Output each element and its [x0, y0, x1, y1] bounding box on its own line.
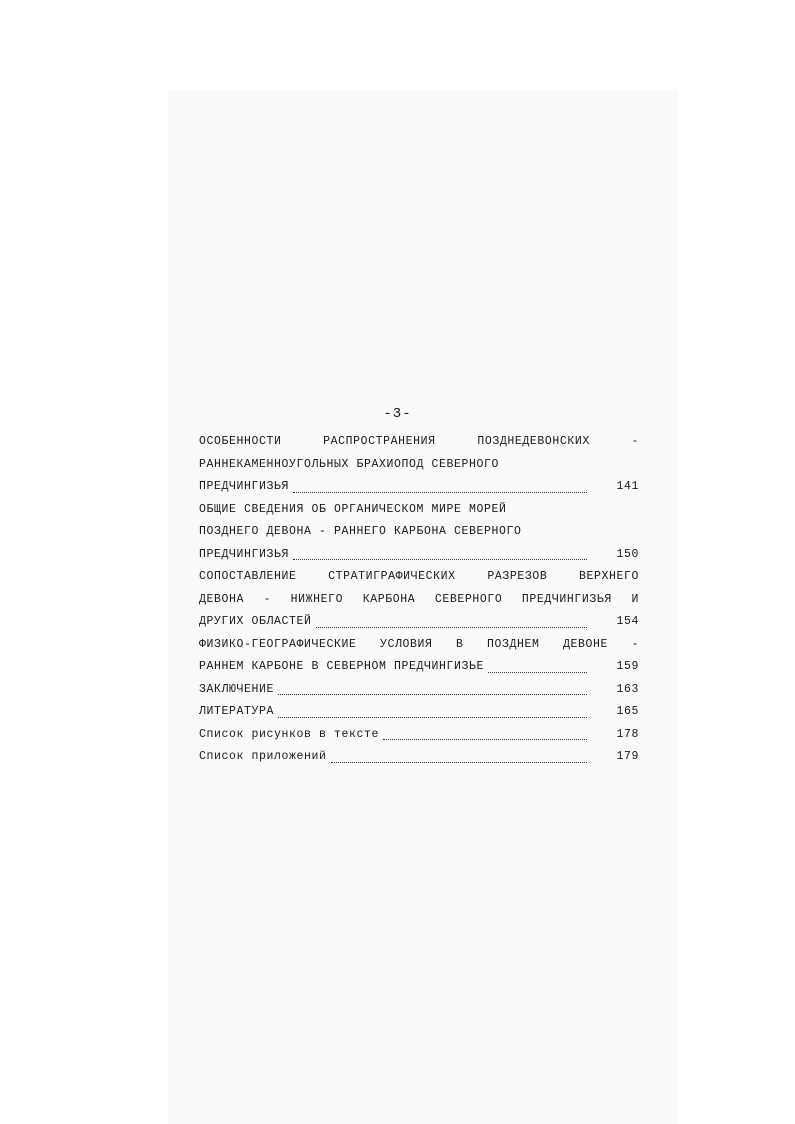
- toc-entry[interactable]: [199, 724, 639, 747]
- toc-entry-last-line: [199, 656, 639, 679]
- toc-entry-line: [199, 454, 639, 477]
- toc-entry-text: ЛИТЕРАТУРА: [199, 705, 275, 718]
- toc-entry-last-line: [199, 679, 639, 702]
- toc-entry-text: ДРУГИХ ОБЛАСТЕЙ: [199, 615, 312, 628]
- toc-entry-last-line: [199, 724, 639, 747]
- toc-entry-line: [199, 589, 639, 612]
- dot-leader: [331, 761, 587, 763]
- table-of-contents: [199, 431, 639, 769]
- toc-entry[interactable]: [199, 566, 639, 634]
- dot-leader: [278, 693, 587, 695]
- toc-entry-text: ФИЗИКО-ГЕОГРАФИЧЕСКИЕ УСЛОВИЯ В ПОЗДНЕМ ДЕВОНЕ -: [199, 637, 639, 651]
- toc-page-number: 159: [616, 660, 639, 673]
- toc-entry-line: [199, 566, 639, 589]
- toc-entry[interactable]: [199, 679, 639, 702]
- toc-entry-line: [199, 499, 639, 522]
- toc-entry-text: Список приложений: [199, 750, 327, 763]
- toc-page-number: 141: [616, 480, 639, 493]
- toc-page-number: 178: [616, 727, 639, 741]
- toc-page-number: 150: [616, 547, 639, 561]
- dot-leader: [278, 716, 587, 718]
- toc-entry[interactable]: [199, 701, 639, 724]
- toc-entry[interactable]: [199, 634, 639, 679]
- toc-entry-text: СОПОСТАВЛЕНИЕ СТРАТИГРАФИЧЕСКИХ РАЗРЕЗОВ ВЕРХНЕГО: [199, 570, 639, 583]
- toc-page-number: 179: [616, 750, 639, 763]
- dot-leader: [293, 491, 587, 493]
- toc-page-number: 165: [616, 705, 639, 718]
- toc-page-number: 163: [616, 682, 639, 696]
- dot-leader: [383, 738, 587, 740]
- toc-entry-line: [199, 634, 639, 657]
- dot-leader: [293, 558, 587, 560]
- toc-entry-text: ПРЕДЧИНГИЗЬЯ: [199, 480, 290, 493]
- dot-leader: [316, 626, 587, 628]
- toc-entry-text: РАННЕМ КАРБОНЕ В СЕВЕРНОМ ПРЕДЧИНГИЗЬЕ: [199, 660, 485, 673]
- toc-entry[interactable]: [199, 746, 639, 769]
- toc-entry[interactable]: [199, 431, 639, 499]
- toc-entry-last-line: [199, 701, 639, 724]
- toc-entry-last-line: [199, 476, 639, 499]
- toc-page-number: 154: [616, 615, 639, 628]
- toc-entry-text: РАННЕКАМЕННОУГОЛЬНЫХ БРАХИОПОД СЕВЕРНОГО: [199, 457, 500, 471]
- toc-entry-last-line: [199, 746, 639, 769]
- toc-entry[interactable]: [199, 499, 639, 567]
- toc-entry-text: ПРЕДЧИНГИЗЬЯ: [199, 547, 290, 561]
- toc-entry-line: [199, 521, 639, 544]
- toc-entry-text: ДЕВОНА - НИЖНЕГО КАРБОНА СЕВЕРНОГО ПРЕДЧИНГИЗЬЯ И: [199, 592, 639, 606]
- toc-entry-text: Список рисунков в тексте: [199, 727, 380, 741]
- toc-entry-text: ЗАКЛЮЧЕНИЕ: [199, 682, 275, 696]
- page-number: -3-: [383, 406, 412, 422]
- dot-leader: [488, 671, 587, 673]
- toc-entry-text: ПОЗДНЕГО ДЕВОНА - РАННЕГО КАРБОНА СЕВЕРНОГО: [199, 525, 522, 538]
- toc-entry-text: ОСОБЕННОСТИ РАСПРОСТРАНЕНИЯ ПОЗДНЕДЕВОНСКИХ -: [199, 435, 639, 448]
- toc-entry-line: [199, 431, 639, 454]
- toc-entry-last-line: [199, 611, 639, 634]
- toc-entry-last-line: [199, 544, 639, 567]
- toc-entry-text: ОБЩИЕ СВЕДЕНИЯ ОБ ОРГАНИЧЕСКОМ МИРЕ МОРЕЙ: [199, 502, 507, 516]
